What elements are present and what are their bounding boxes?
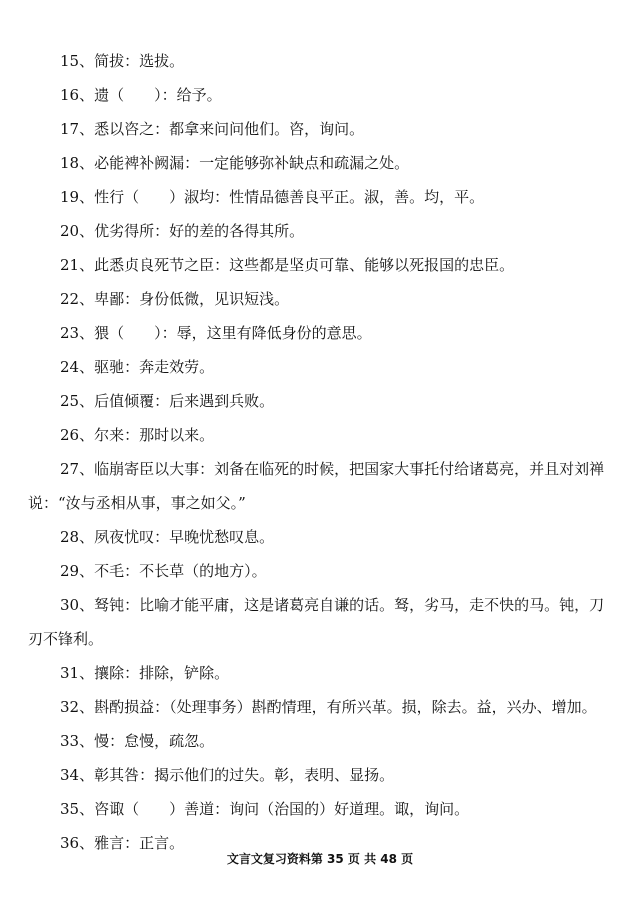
list-item: 31、攘除：排除，铲除。 <box>60 664 230 682</box>
list-item: 25、后值倾覆：后来遇到兵败。 <box>60 392 275 410</box>
list-item: 16、遗（ ）：给予。 <box>60 86 222 104</box>
list-item: 17、悉以咨之：都拿来问问他们。咨，询问。 <box>60 120 365 138</box>
list-item: 23、猥（ ）：辱，这里有降低身份的意思。 <box>60 324 372 342</box>
list-item: 35、咨诹（ ）善道：询问（治国的）好道理。诹，询问。 <box>60 800 470 818</box>
list-item: 28、夙夜忧叹：早晚忧愁叹息。 <box>60 528 275 546</box>
list-item: 19、性行（ ）淑均：性情品德善良平正。淑，善。均，平。 <box>60 188 485 206</box>
list-item: 32、斟酌损益：（处理事务）斟酌情理，有所兴革。损，除去。益，兴办、增加。 <box>60 698 597 716</box>
vocabulary-list <box>28 44 618 860</box>
list-item: 21、此悉贞良死节之臣：这些都是坚贞可靠、能够以死报国的忠臣。 <box>60 256 515 274</box>
list-item: 36、雅言：正言。 <box>60 834 185 852</box>
list-item: 24、驱驰：奔走效劳。 <box>60 358 215 376</box>
list-item: 15、简拔：选拔。 <box>60 52 185 70</box>
list-item: 27、临崩寄臣以大事：刘备在临死的时候，把国家大事托付给诸葛亮，并且对刘禅说：“汝与丞相从事，事之如父。” <box>28 460 605 512</box>
list-item: 33、慢：怠慢，疏忽。 <box>60 732 215 750</box>
list-item: 34、彰其咎：揭示他们的过失。彰，表明、显扬。 <box>60 766 395 784</box>
list-item: 20、优劣得所：好的差的各得其所。 <box>60 222 305 240</box>
list-item: 22、卑鄙：身份低微，见识短浅。 <box>60 290 290 308</box>
list-item: 18、必能裨补阙漏：一定能够弥补缺点和疏漏之处。 <box>60 154 410 172</box>
list-item: 26、尔来：那时以来。 <box>60 426 215 444</box>
list-item: 30、驽钝：比喻才能平庸，这是诸葛亮自谦的话。驽，劣马，走不快的马。钝，刀刃不锋利。 <box>28 596 605 648</box>
list-item: 29、不毛：不长草（的地方）。 <box>60 562 267 580</box>
page-footer: 文言文复习资料第 35 页 共 48 页 <box>226 852 414 866</box>
